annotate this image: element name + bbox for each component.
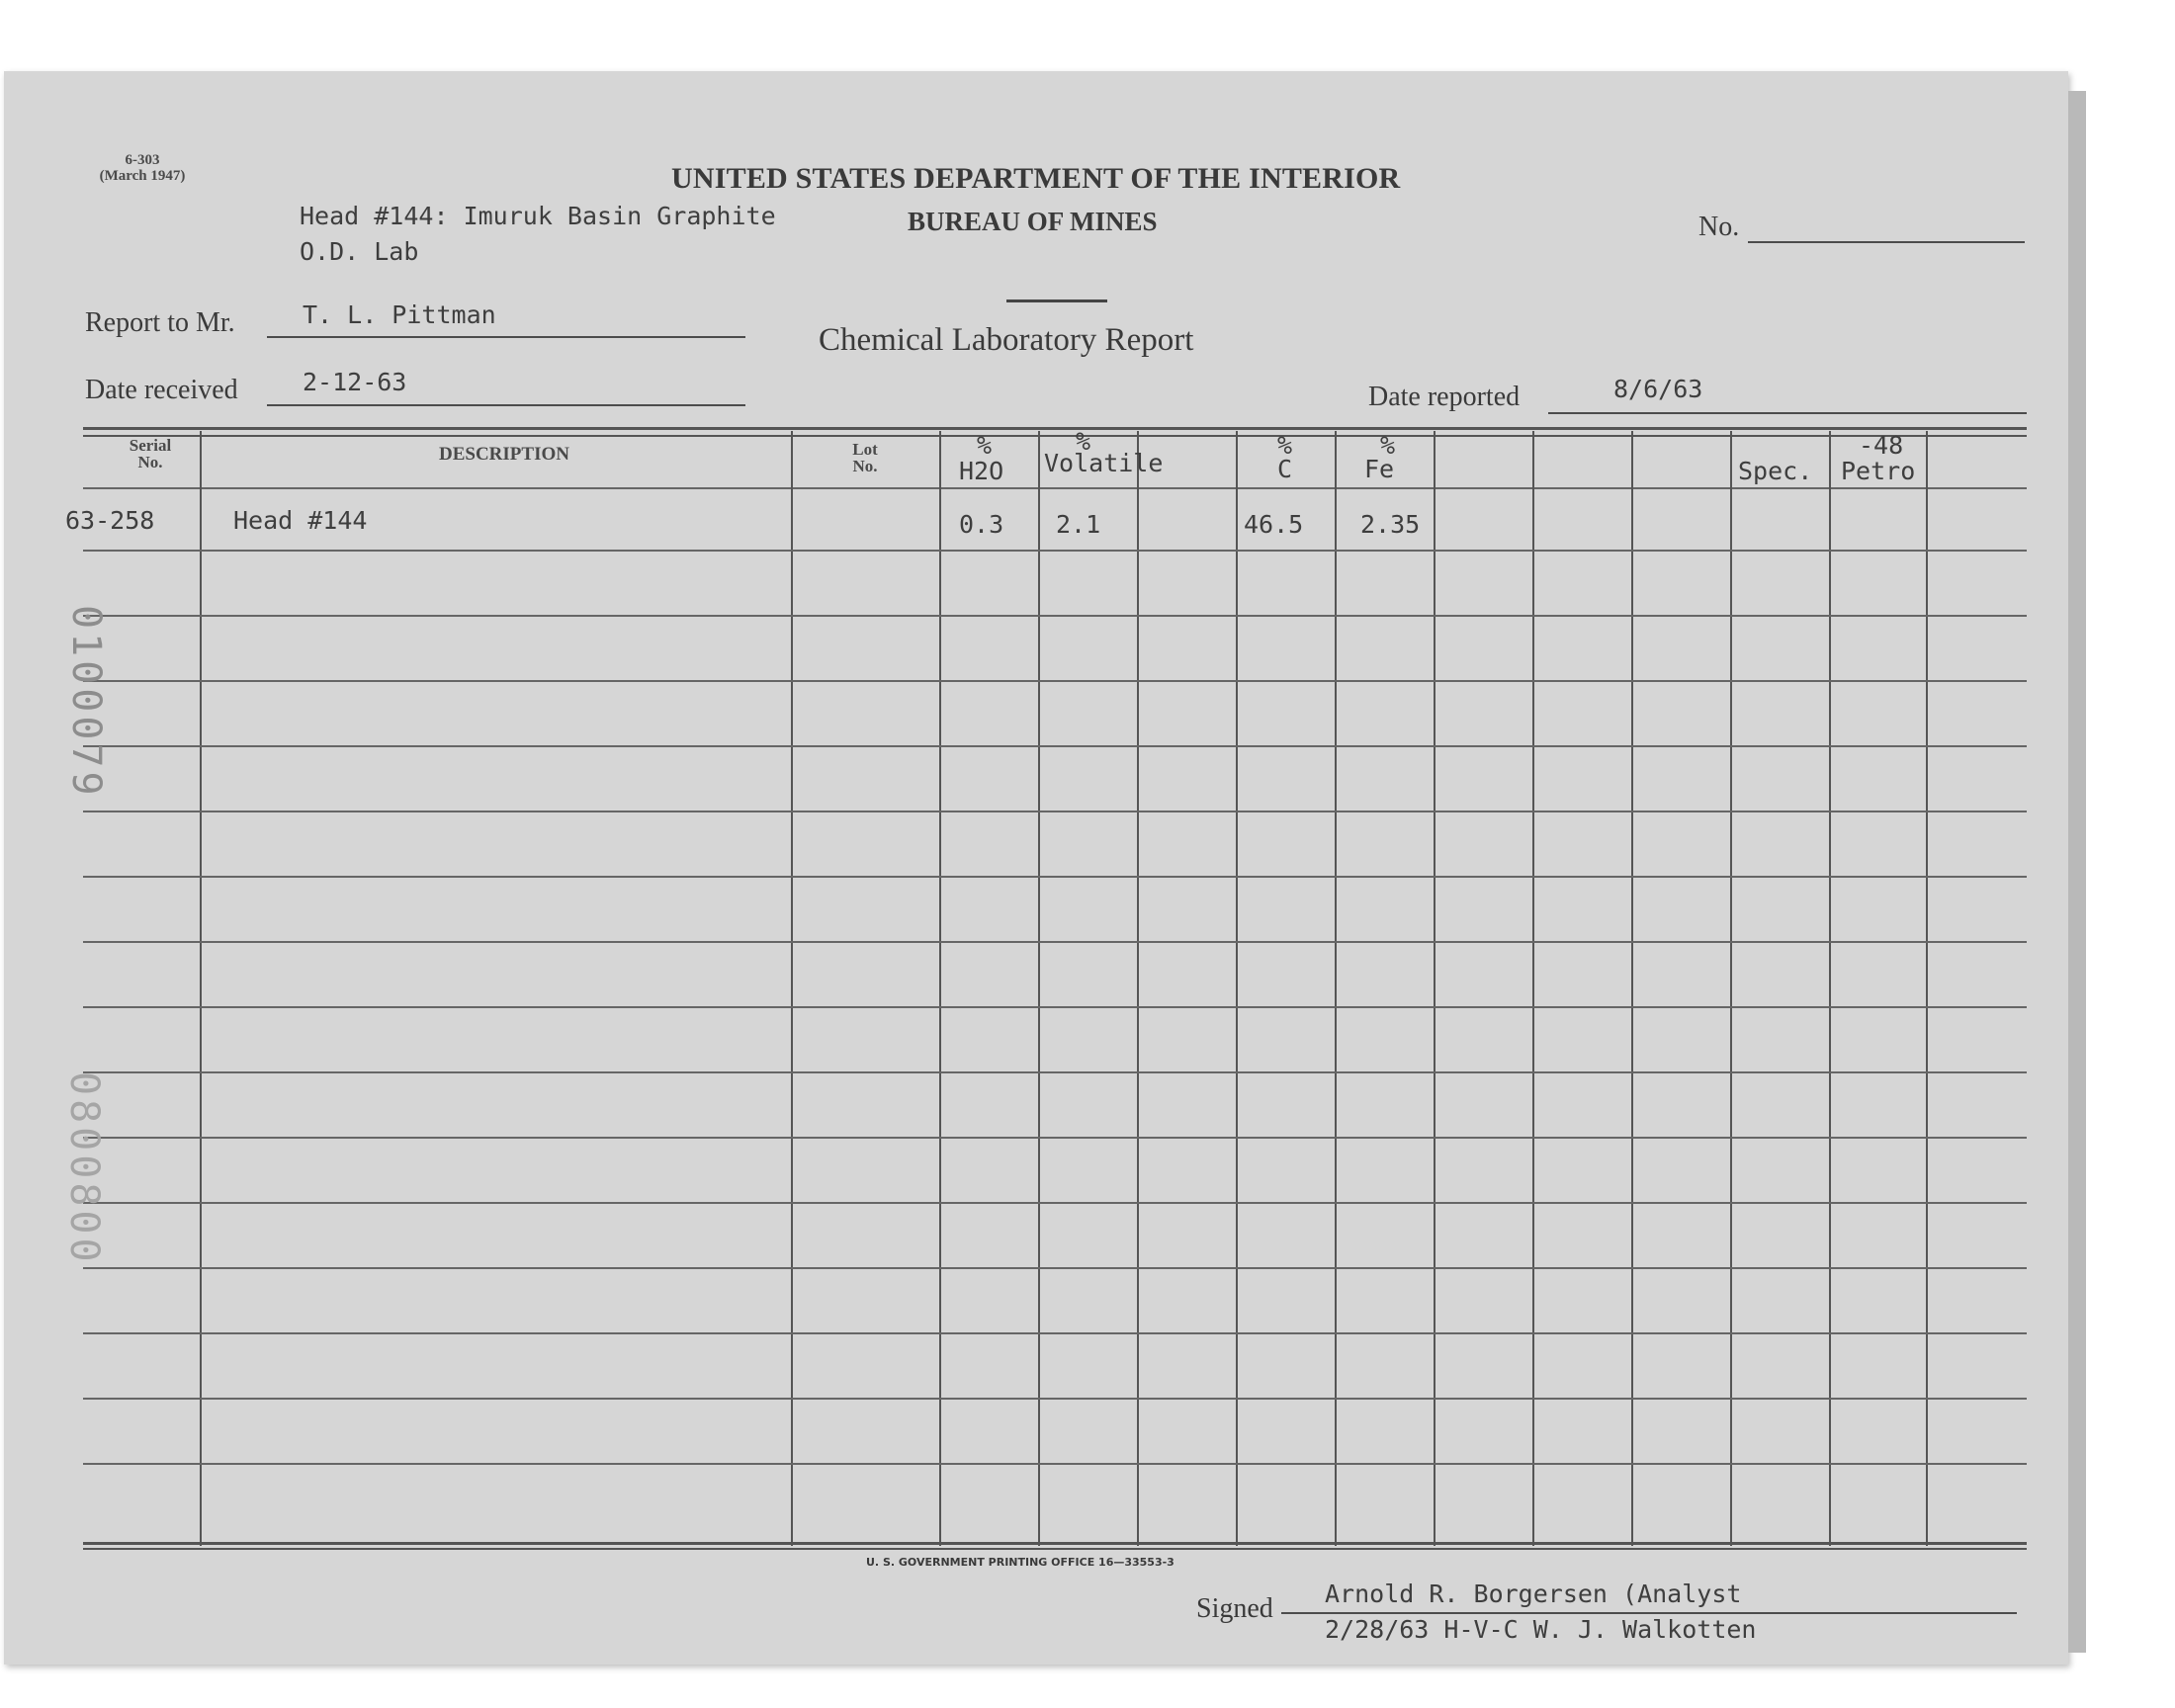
row-rule xyxy=(83,550,2027,552)
analyst-signature: Arnold R. Borgersen (Analyst xyxy=(1325,1580,1742,1608)
row-rule xyxy=(83,876,2027,878)
col-divider xyxy=(1335,431,1337,1546)
petro-header: Petro xyxy=(1841,457,1916,485)
serial-cell: 63-258 xyxy=(65,506,155,535)
col-divider xyxy=(1236,431,1238,1546)
row-rule xyxy=(83,615,2027,617)
lot-header-line2: No. xyxy=(852,457,878,475)
row-rule xyxy=(83,680,2027,682)
table-top-rule-2 xyxy=(83,435,2027,437)
serial-header-line2: No. xyxy=(137,453,163,471)
col-divider xyxy=(1137,431,1139,1546)
file-stamp-lower: 0800800 xyxy=(61,1071,107,1266)
table-top-rule xyxy=(83,427,2027,430)
volatile-percent: % xyxy=(1076,427,1091,456)
carbon-percent: % xyxy=(1277,431,1293,460)
reviewer-line: 2/28/63 H-V-C W. J. Walkotten xyxy=(1325,1615,1757,1644)
row-rule xyxy=(83,1137,2027,1139)
serial-no-header xyxy=(103,437,198,470)
row-rule xyxy=(83,1071,2027,1073)
date-received-value: 2-12-63 xyxy=(303,368,407,396)
h2o-cell: 0.3 xyxy=(959,510,1004,539)
head-line: Head #144: Imuruk Basin Graphite xyxy=(300,202,776,230)
col-divider xyxy=(1038,431,1040,1546)
date-reported-label: Date reported xyxy=(1368,382,1521,412)
report-title: Chemical Laboratory Report xyxy=(819,322,1194,358)
file-stamp-upper: 0100079 xyxy=(63,605,109,800)
paper-edge xyxy=(2068,91,2086,1653)
date-received-label: Date received xyxy=(85,375,238,405)
carbon-header: C xyxy=(1277,455,1293,483)
volatile-header: Volatile xyxy=(1044,449,1164,477)
iron-cell: 2.35 xyxy=(1360,510,1421,539)
row-rule xyxy=(83,1267,2027,1269)
table-bottom-rule-2 xyxy=(83,1548,2027,1550)
carbon-cell: 46.5 xyxy=(1244,510,1304,539)
date-reported-line xyxy=(1548,412,2027,414)
col-divider xyxy=(1829,431,1831,1546)
header-bottom-rule xyxy=(83,487,2027,489)
title-divider xyxy=(1006,299,1107,302)
petro-top-header: -48 xyxy=(1859,431,1904,460)
report-to-line xyxy=(267,336,745,338)
col-divider xyxy=(1532,431,1534,1546)
col-divider xyxy=(1730,431,1732,1546)
date-reported-value: 8/6/63 xyxy=(1613,375,1703,403)
number-label: No. xyxy=(1698,212,1740,242)
form-code-number: 6-303 xyxy=(125,152,160,168)
volatile-cell: 2.1 xyxy=(1056,510,1101,539)
description-cell: Head #144 xyxy=(233,506,368,535)
row-rule xyxy=(83,1332,2027,1334)
report-to-label: Report to Mr. xyxy=(85,307,235,338)
col-divider xyxy=(939,431,941,1546)
row-rule xyxy=(83,1006,2027,1008)
col-divider xyxy=(1434,431,1436,1546)
row-rule xyxy=(83,1398,2027,1400)
col-divider xyxy=(791,431,793,1546)
signature-line xyxy=(1281,1612,2017,1614)
row-rule xyxy=(83,941,2027,943)
lab-line: O.D. Lab xyxy=(300,237,419,266)
signed-label: Signed xyxy=(1196,1593,1273,1624)
spec-header: Spec. xyxy=(1738,457,1813,485)
iron-percent: % xyxy=(1380,431,1396,460)
row-rule xyxy=(83,1202,2027,1204)
row-rule xyxy=(83,811,2027,812)
iron-header: Fe xyxy=(1364,455,1395,483)
col-divider xyxy=(1631,431,1633,1546)
lot-header-line1: Lot xyxy=(852,440,878,459)
description-header: DESCRIPTION xyxy=(439,444,569,465)
form-code-date: (March 1947) xyxy=(99,168,186,184)
table-bottom-rule xyxy=(83,1542,2027,1545)
h2o-percent: % xyxy=(977,431,993,460)
h2o-header: H2O xyxy=(959,457,1004,485)
department-title: UNITED STATES DEPARTMENT OF THE INTERIOR xyxy=(671,162,1401,195)
col-divider xyxy=(1926,431,1928,1546)
date-received-line xyxy=(267,404,745,406)
printing-office-note: U. S. GOVERNMENT PRINTING OFFICE 16—33553-3 xyxy=(866,1556,1174,1569)
report-to-value: T. L. Pittman xyxy=(303,300,496,329)
form-code xyxy=(83,152,202,184)
bureau-title: BUREAU OF MINES xyxy=(908,207,1158,236)
lot-no-header xyxy=(826,441,905,474)
serial-header-line1: Serial xyxy=(129,436,172,455)
col-divider xyxy=(200,431,202,1546)
row-rule xyxy=(83,745,2027,747)
number-line xyxy=(1748,241,2025,243)
row-rule xyxy=(83,1463,2027,1465)
